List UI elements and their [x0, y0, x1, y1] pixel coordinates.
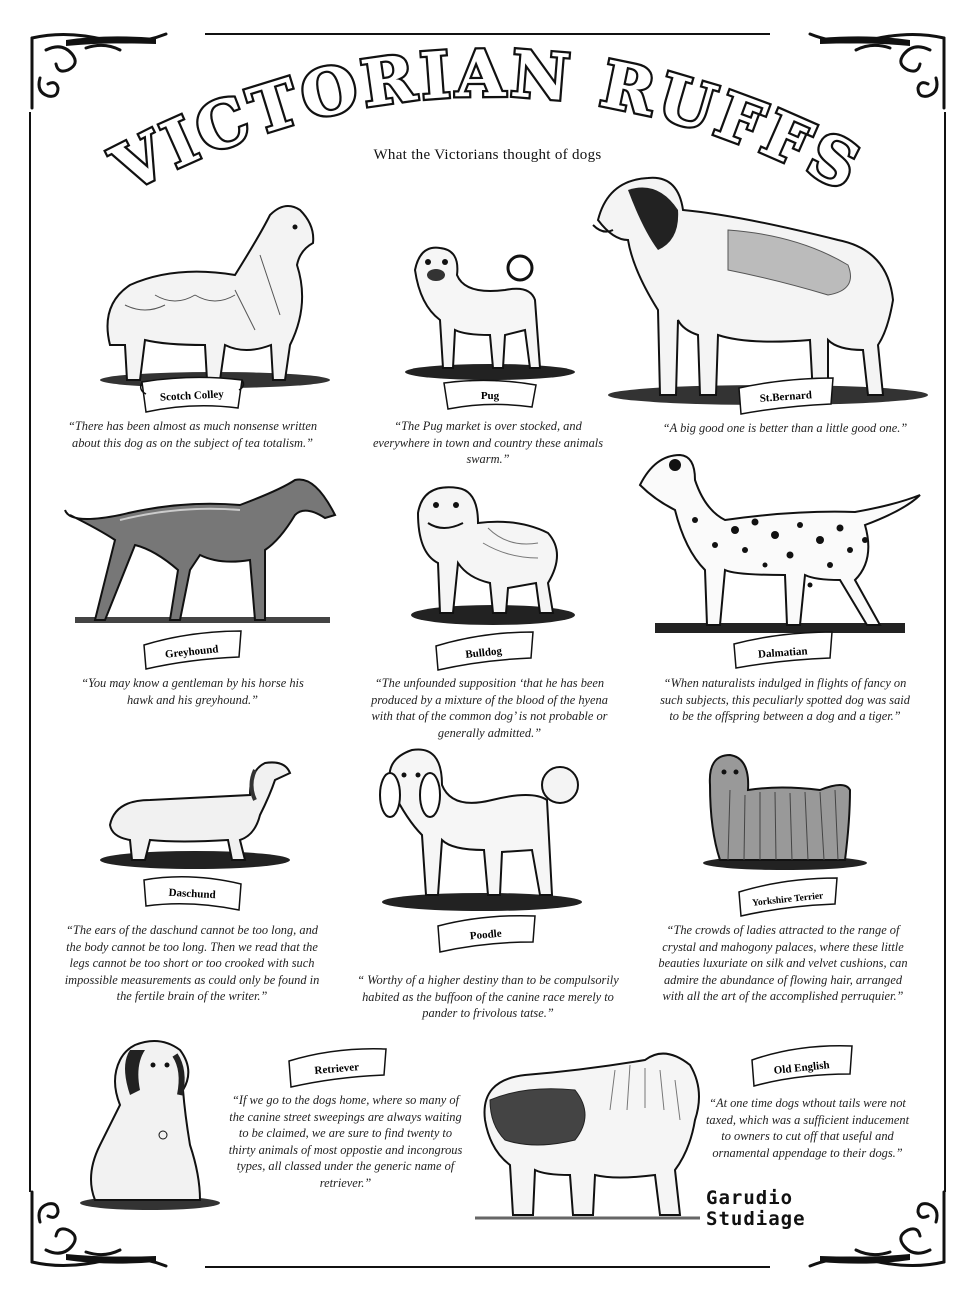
st-bernard-quote: “A big good one is better than a little good one.” — [662, 421, 908, 435]
old-english-quote: “At one time dogs wthout tails were not taxed, which was a sufficient inducement to owners to cut off that useful and ornamental appendage to their dogs.” — [705, 1096, 910, 1160]
svg-text:Greyhound: Greyhound — [164, 643, 219, 661]
pug-illustration — [395, 240, 585, 385]
svg-text:Pug: Pug — [480, 390, 500, 402]
scotch-colley-quote: “There has been almost as much nonsense written about this dog as on the subject of tea totalism.” — [67, 419, 318, 450]
poodle-banner — [434, 908, 539, 954]
yorkshire-terrier-illustration — [700, 750, 870, 875]
poodle-illustration — [372, 740, 587, 915]
retriever-quote: “If we go to the dogs home, where so many of the canine street sweepings are always waiting to be claimed, we are sure to find twenty to thirty animals of most oppostie and incongrous types, all classed under the generic name of retriever.” — [228, 1093, 463, 1190]
old-english-illustration — [465, 1040, 710, 1225]
pug-quote: “The Pug market is over stocked, and everywhere in town and country these animals swarm.” — [372, 419, 604, 467]
frame-bottom-line — [205, 1266, 770, 1268]
daschund-quote: “The ears of the daschund cannot be too long, and the body cannot be too long. Then we read that the legs cannot be too short or too crooked with such impossible measurements as could only be found in the fertile brain of the writer.” — [64, 923, 320, 1004]
brand-line-1: Garudio — [706, 1187, 794, 1209]
dalmatian-illustration — [635, 450, 925, 640]
svg-text:Yorkshire Terrier: Yorkshire Terrier — [751, 891, 824, 909]
svg-text:Bulldog: Bulldog — [464, 645, 503, 661]
svg-text:Retriever: Retriever — [314, 1061, 360, 1077]
greyhound-banner — [140, 625, 245, 671]
svg-text:Old English: Old English — [773, 1059, 831, 1077]
svg-text:Poodle: Poodle — [469, 927, 503, 943]
pug-banner — [440, 375, 540, 415]
svg-text:Dalmatian: Dalmatian — [757, 645, 808, 661]
greyhound-quote: “You may know a gentleman by his horse his hawk and his greyhound.” — [81, 676, 304, 707]
dalmatian-banner — [730, 626, 836, 672]
frame-right-line — [944, 112, 946, 1192]
poster-subtitle: What the Victorians thought of dogs — [373, 147, 602, 163]
svg-text:VICTORIAN RUFFS: VICTORIAN RUFFS — [100, 36, 875, 208]
dalmatian-quote: “When naturalists indulged in flights of fancy on such subjects, this peculiarly spotted dog was said to be the offspring between a dog and a tiger.” — [660, 676, 910, 724]
poodle-quote: “ Worthy of a higher destiny than to be compulsorily habited as the buffoon of the canine race merely to pander to frivolous tatse.” — [357, 973, 619, 1021]
corner-ornament-bottom-right — [800, 1182, 950, 1272]
retriever-illustration — [75, 1035, 220, 1215]
st-bernard-banner — [735, 374, 837, 418]
old-english-banner — [748, 1040, 856, 1088]
bulldog-quote: “The unfounded supposition ‘that he has been produced by a mixture of the blood of the hyena with that of the common dog’ is not probable or generally admitted.” — [371, 676, 608, 740]
daschund-illustration — [90, 755, 295, 875]
brand-logo — [706, 1188, 806, 1230]
bulldog-banner — [432, 626, 537, 672]
svg-text:Scotch Colley: Scotch Colley — [159, 388, 225, 404]
scotch-colley-banner — [138, 372, 246, 418]
bulldog-illustration — [398, 483, 578, 633]
daschund-banner — [140, 870, 245, 916]
yorkshire-terrier-quote: “The crowds of ladies attracted to the range of crystal and mahogony palaces, where these little beauties luxuriate on silk and velvet cushions, can admire the abundance of flowing hair, arranged with all the art of the accomplished perruquier.” — [658, 923, 908, 1004]
retriever-banner — [285, 1043, 390, 1089]
greyhound-illustration — [60, 470, 350, 635]
frame-left-line — [29, 112, 31, 1192]
scotch-colley-illustration — [85, 195, 335, 395]
brand-line-2: Studiage — [706, 1208, 806, 1230]
svg-text:Daschund: Daschund — [168, 886, 216, 902]
yorkshire-terrier-banner — [735, 872, 841, 918]
svg-text:St.Bernard: St.Bernard — [759, 389, 813, 405]
